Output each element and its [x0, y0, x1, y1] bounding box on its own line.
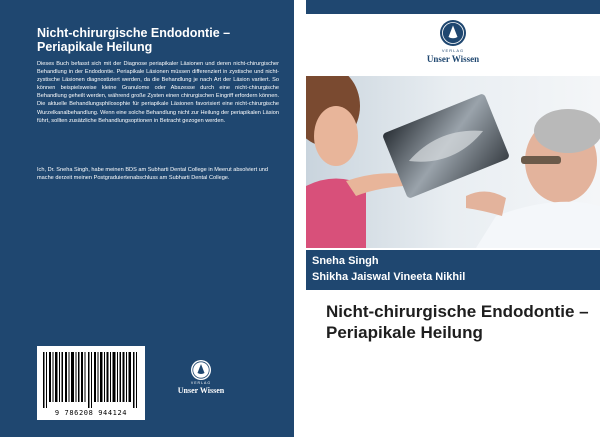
back-cover-title: Nicht-chirurgische Endodontie – Periapikale Heilung [37, 26, 231, 54]
publisher-emblem-icon [440, 20, 466, 46]
authors-bar [306, 250, 600, 290]
back-publisher-logo [165, 360, 237, 395]
spine [294, 0, 306, 437]
author-coauthors: Shikha Jaiswal Vineeta Nikhil [312, 271, 466, 283]
front-publisher-logo [413, 20, 493, 64]
barcode-number: 9 786208 944124 [54, 409, 128, 417]
cover-photo [306, 76, 600, 248]
publisher-verlag-label: VERLAG [190, 381, 212, 385]
front-cover-title: Nicht-chirurgische Endodontie – Periapikale Heilung [326, 302, 589, 342]
publisher-name: Unser Wissen [426, 54, 480, 64]
barcode-icon [43, 352, 139, 408]
back-cover-description: Dieses Buch befasst sich mit der Diagnose periapikaler Läsionen und deren nicht-chirurgischer Behandlung in der Endodontie. Periapikale Läsionen müssen differenziert in zystische und nicht-zystische Läsionen diagnostiziert werden, da die Behandlung je nach Art der Läsion variiert. So können beispielsweise kleine Granulome oder Abszesse durch eine nicht-chirurgische Behandlung geheilt werden, während große Zysten einen chirurgischen Eingriff erfordern können. Die aktuelle Behandlungsphilosophie für periapikale Läsionen favorisiert eine nicht-chirurgische Wurzelkanalbehandlung. Wenn eine solche Behandlung nicht zur Heilung der periapikalen Läsion führt, sollten zusätzliche Behandlungsoptionen in Betracht gezogen werden. [37, 61, 279, 124]
front-cover [306, 0, 600, 437]
publisher-emblem-icon [191, 360, 211, 380]
barcode [37, 346, 145, 420]
back-cover [0, 0, 294, 437]
author-bio: Ich, Dr. Sneha Singh, habe meinen BDS am Subharti Dental College in Meerut absolviert und mache derzeit meinen Postgraduiertenabschluss am Subharti Dental College. [37, 167, 269, 182]
author-primary: Sneha Singh [312, 255, 379, 267]
publisher-name: Unser Wissen [177, 386, 225, 395]
publisher-verlag-label: VERLAG [441, 48, 465, 53]
top-band [306, 0, 600, 14]
